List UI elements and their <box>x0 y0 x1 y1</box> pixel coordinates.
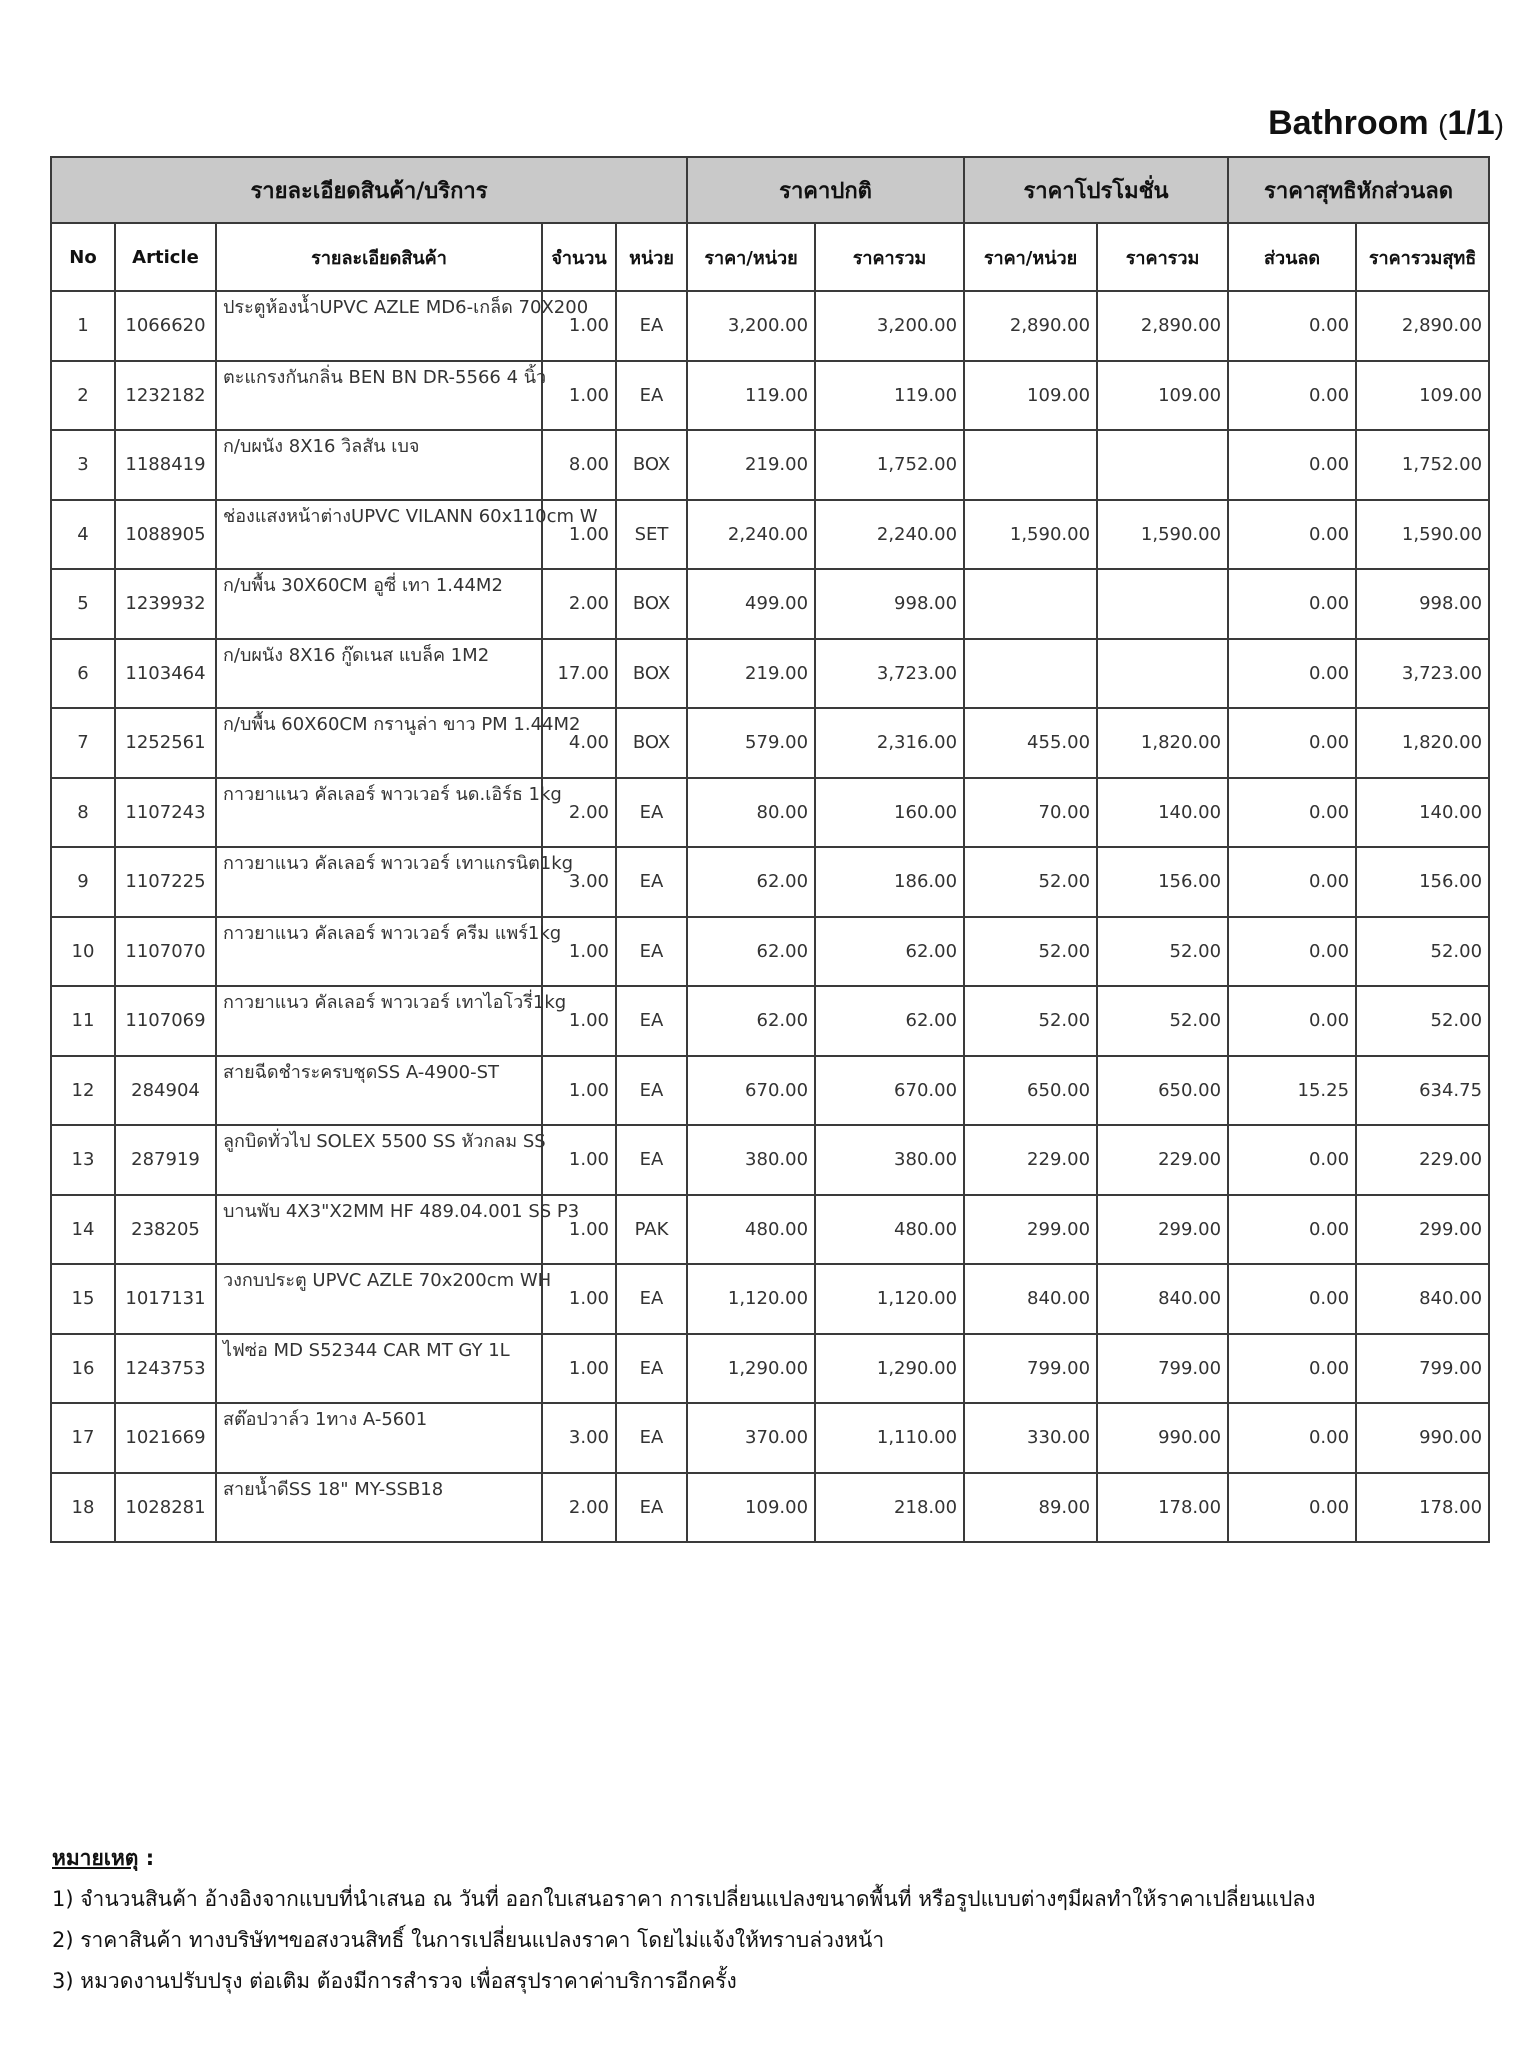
cell-normal-unit-price: 380.00 <box>687 1125 815 1195</box>
col-header-unit: หน่วย <box>616 223 687 291</box>
group-header-normal-price: ราคาปกติ <box>687 157 964 223</box>
cell-quantity: 17.00 <box>542 639 616 709</box>
cell-no: 11 <box>51 986 115 1056</box>
cell-description: สายฉีดชำระครบชุดSS A-4900-ST <box>216 1056 542 1126</box>
cell-promo-total: 299.00 <box>1097 1195 1228 1265</box>
column-header-row <box>51 223 1489 291</box>
cell-quantity: 3.00 <box>542 1403 616 1473</box>
cell-normal-unit-price: 219.00 <box>687 430 815 500</box>
cell-promo-total <box>1097 639 1228 709</box>
table-row <box>51 917 1489 987</box>
cell-quantity: 2.00 <box>542 778 616 848</box>
cell-discount: 0.00 <box>1228 778 1356 848</box>
cell-promo-total: 229.00 <box>1097 1125 1228 1195</box>
cell-quantity: 1.00 <box>542 1334 616 1404</box>
cell-promo-unit-price: 455.00 <box>964 708 1097 778</box>
cell-no: 5 <box>51 569 115 639</box>
cell-net-total: 1,752.00 <box>1356 430 1489 500</box>
cell-promo-unit-price: 89.00 <box>964 1473 1097 1543</box>
cell-description: ประตูห้องน้ำUPVC AZLE MD6-เกล็ด 70X200 <box>216 291 542 361</box>
col-header-no: No <box>51 223 115 291</box>
title-page: 1/1 <box>1447 104 1495 142</box>
cell-quantity: 8.00 <box>542 430 616 500</box>
cell-net-total: 52.00 <box>1356 917 1489 987</box>
table-row <box>51 1473 1489 1543</box>
cell-promo-unit-price: 299.00 <box>964 1195 1097 1265</box>
cell-unit: BOX <box>616 430 687 500</box>
cell-no: 17 <box>51 1403 115 1473</box>
col-header-net-total: ราคารวมสุทธิ <box>1356 223 1489 291</box>
table-row <box>51 1403 1489 1473</box>
cell-normal-total: 1,120.00 <box>815 1264 964 1334</box>
cell-normal-unit-price: 80.00 <box>687 778 815 848</box>
cell-quantity: 1.00 <box>542 986 616 1056</box>
cell-article: 1232182 <box>115 361 216 431</box>
cell-description: สต๊อปวาล์ว 1ทาง A-5601 <box>216 1403 542 1473</box>
cell-normal-unit-price: 62.00 <box>687 917 815 987</box>
cell-unit: EA <box>616 917 687 987</box>
notes-colon: : <box>138 1846 155 1870</box>
cell-article: 1107069 <box>115 986 216 1056</box>
cell-promo-unit-price: 52.00 <box>964 847 1097 917</box>
title-close-paren: ) <box>1494 109 1504 140</box>
cell-promo-total <box>1097 569 1228 639</box>
cell-promo-total: 990.00 <box>1097 1403 1228 1473</box>
cell-quantity: 1.00 <box>542 917 616 987</box>
cell-discount: 0.00 <box>1228 500 1356 570</box>
cell-normal-unit-price: 3,200.00 <box>687 291 815 361</box>
cell-description: กาวยาแนว คัลเลอร์ พาวเวอร์ ครีม แพร์1kg <box>216 917 542 987</box>
cell-normal-unit-price: 370.00 <box>687 1403 815 1473</box>
note-line-1: 1) จำนวนสินค้า อ้างอิงจากแบบที่นำเสนอ ณ วันที่ ออกใบเสนอราคา การเปลี่ยนแปลงขนาดพื้นที่ หรือรูปแบบต่างๆมีผลทำให้ราคาเปลี่ยนแปลง <box>52 1887 1316 1911</box>
cell-promo-total: 52.00 <box>1097 917 1228 987</box>
cell-promo-unit-price: 840.00 <box>964 1264 1097 1334</box>
cell-description: กาวยาแนว คัลเลอร์ พาวเวอร์ เทาแกรนิต1kg <box>216 847 542 917</box>
table-row <box>51 1264 1489 1334</box>
cell-article: 1188419 <box>115 430 216 500</box>
cell-discount: 0.00 <box>1228 639 1356 709</box>
cell-unit: BOX <box>616 708 687 778</box>
cell-quantity: 4.00 <box>542 708 616 778</box>
cell-discount: 0.00 <box>1228 986 1356 1056</box>
cell-unit: EA <box>616 1334 687 1404</box>
cell-article: 1088905 <box>115 500 216 570</box>
cell-promo-unit-price: 109.00 <box>964 361 1097 431</box>
cell-promo-total: 1,590.00 <box>1097 500 1228 570</box>
cell-description: วงกบประตู UPVC AZLE 70x200cm WH <box>216 1264 542 1334</box>
cell-promo-unit-price: 52.00 <box>964 917 1097 987</box>
cell-article: 1243753 <box>115 1334 216 1404</box>
table-row <box>51 778 1489 848</box>
cell-normal-unit-price: 670.00 <box>687 1056 815 1126</box>
cell-normal-total: 218.00 <box>815 1473 964 1543</box>
group-header-details: รายละเอียดสินค้า/บริการ <box>51 157 687 223</box>
col-header-promo-total: ราคารวม <box>1097 223 1228 291</box>
cell-promo-unit-price: 1,590.00 <box>964 500 1097 570</box>
cell-unit: PAK <box>616 1195 687 1265</box>
col-header-discount: ส่วนลด <box>1228 223 1356 291</box>
table-row <box>51 639 1489 709</box>
cell-description: ก/บผนัง 8X16 วิลสัน เบจ <box>216 430 542 500</box>
cell-article: 287919 <box>115 1125 216 1195</box>
cell-article: 238205 <box>115 1195 216 1265</box>
cell-quantity: 1.00 <box>542 291 616 361</box>
cell-article: 1017131 <box>115 1264 216 1334</box>
cell-promo-total: 840.00 <box>1097 1264 1228 1334</box>
cell-unit: EA <box>616 778 687 848</box>
table-row <box>51 361 1489 431</box>
cell-promo-unit-price <box>964 639 1097 709</box>
cell-no: 2 <box>51 361 115 431</box>
cell-normal-total: 119.00 <box>815 361 964 431</box>
note-line-2: 2) ราคาสินค้า ทางบริษัทฯขอสงวนสิทธิ์ ในการเปลี่ยนแปลงราคา โดยไม่แจ้งให้ทราบล่วงหน้า <box>52 1928 885 1952</box>
cell-promo-total: 178.00 <box>1097 1473 1228 1543</box>
cell-normal-total: 3,723.00 <box>815 639 964 709</box>
cell-promo-total: 52.00 <box>1097 986 1228 1056</box>
cell-normal-total: 3,200.00 <box>815 291 964 361</box>
table-row <box>51 847 1489 917</box>
cell-no: 16 <box>51 1334 115 1404</box>
cell-unit: BOX <box>616 639 687 709</box>
cell-promo-unit-price <box>964 569 1097 639</box>
cell-net-total: 140.00 <box>1356 778 1489 848</box>
table-row <box>51 1195 1489 1265</box>
table-row <box>51 569 1489 639</box>
cell-discount: 0.00 <box>1228 1473 1356 1543</box>
cell-description: ก/บพื้น 30X60CM อูซี่ เทา 1.44M2 <box>216 569 542 639</box>
cell-net-total: 840.00 <box>1356 1264 1489 1334</box>
table-row <box>51 1334 1489 1404</box>
cell-description: ตะแกรงกันกลิ่น BEN BN DR-5566 4 นิ้ว <box>216 361 542 431</box>
cell-description: กาวยาแนว คัลเลอร์ พาวเวอร์ นด.เอิร์ธ 1kg <box>216 778 542 848</box>
col-header-description: รายละเอียดสินค้า <box>216 223 542 291</box>
cell-net-total: 1,590.00 <box>1356 500 1489 570</box>
cell-discount: 0.00 <box>1228 569 1356 639</box>
document-title <box>1268 104 1504 143</box>
cell-article: 1107243 <box>115 778 216 848</box>
cell-discount: 0.00 <box>1228 847 1356 917</box>
cell-article: 1239932 <box>115 569 216 639</box>
cell-quantity: 1.00 <box>542 1125 616 1195</box>
cell-article: 284904 <box>115 1056 216 1126</box>
cell-article: 1252561 <box>115 708 216 778</box>
cell-article: 1107225 <box>115 847 216 917</box>
cell-normal-unit-price: 1,120.00 <box>687 1264 815 1334</box>
cell-no: 13 <box>51 1125 115 1195</box>
cell-promo-unit-price: 2,890.00 <box>964 291 1097 361</box>
cell-net-total: 178.00 <box>1356 1473 1489 1543</box>
cell-normal-unit-price: 109.00 <box>687 1473 815 1543</box>
cell-promo-total: 140.00 <box>1097 778 1228 848</box>
cell-net-total: 799.00 <box>1356 1334 1489 1404</box>
cell-net-total: 109.00 <box>1356 361 1489 431</box>
cell-quantity: 1.00 <box>542 1264 616 1334</box>
cell-no: 9 <box>51 847 115 917</box>
cell-promo-unit-price <box>964 430 1097 500</box>
cell-normal-unit-price: 219.00 <box>687 639 815 709</box>
cell-unit: EA <box>616 1125 687 1195</box>
cell-promo-total: 156.00 <box>1097 847 1228 917</box>
cell-description: บานพับ 4X3"X2MM HF 489.04.001 SS P3 <box>216 1195 542 1265</box>
cell-discount: 0.00 <box>1228 430 1356 500</box>
cell-no: 18 <box>51 1473 115 1543</box>
group-header-net-price: ราคาสุทธิหักส่วนลด <box>1228 157 1489 223</box>
cell-normal-total: 1,110.00 <box>815 1403 964 1473</box>
cell-net-total: 634.75 <box>1356 1056 1489 1126</box>
cell-discount: 0.00 <box>1228 1264 1356 1334</box>
quotation-table <box>50 156 1490 1543</box>
cell-no: 12 <box>51 1056 115 1126</box>
table-row <box>51 291 1489 361</box>
cell-net-total: 990.00 <box>1356 1403 1489 1473</box>
cell-quantity: 1.00 <box>542 361 616 431</box>
cell-unit: SET <box>616 500 687 570</box>
cell-promo-unit-price: 330.00 <box>964 1403 1097 1473</box>
table-row <box>51 430 1489 500</box>
notes-section <box>52 1838 1315 2002</box>
cell-quantity: 2.00 <box>542 569 616 639</box>
cell-discount: 0.00 <box>1228 917 1356 987</box>
cell-no: 1 <box>51 291 115 361</box>
cell-unit: EA <box>616 1056 687 1126</box>
cell-discount: 0.00 <box>1228 1334 1356 1404</box>
col-header-normal-unit-price: ราคา/หน่วย <box>687 223 815 291</box>
notes-title: หมายเหตุ <box>52 1846 139 1870</box>
cell-normal-unit-price: 62.00 <box>687 847 815 917</box>
cell-normal-total: 186.00 <box>815 847 964 917</box>
cell-normal-unit-price: 119.00 <box>687 361 815 431</box>
cell-normal-total: 380.00 <box>815 1125 964 1195</box>
cell-description: ก/บผนัง 8X16 กู๊ดเนส แบล็ค 1M2 <box>216 639 542 709</box>
note-line-3: 3) หมวดงานปรับปรุง ต่อเติม ต้องมีการสำรวจ เพื่อสรุปราคาค่าบริการอีกครั้ง <box>52 1969 737 1993</box>
col-header-normal-total: ราคารวม <box>815 223 964 291</box>
cell-article: 1021669 <box>115 1403 216 1473</box>
cell-description: ไฟซ่อ MD S52344 CAR MT GY 1L <box>216 1334 542 1404</box>
cell-net-total: 1,820.00 <box>1356 708 1489 778</box>
cell-discount: 0.00 <box>1228 1403 1356 1473</box>
table-row <box>51 1056 1489 1126</box>
cell-normal-unit-price: 579.00 <box>687 708 815 778</box>
cell-net-total: 299.00 <box>1356 1195 1489 1265</box>
cell-discount: 0.00 <box>1228 1195 1356 1265</box>
cell-promo-unit-price: 229.00 <box>964 1125 1097 1195</box>
title-open-paren: ( <box>1438 109 1448 140</box>
cell-unit: EA <box>616 361 687 431</box>
cell-promo-unit-price: 52.00 <box>964 986 1097 1056</box>
cell-discount: 0.00 <box>1228 291 1356 361</box>
cell-normal-total: 62.00 <box>815 986 964 1056</box>
cell-unit: EA <box>616 1473 687 1543</box>
cell-normal-unit-price: 480.00 <box>687 1195 815 1265</box>
cell-normal-total: 2,240.00 <box>815 500 964 570</box>
cell-description: ก/บพื้น 60X60CM กรานูล่า ขาว PM 1.44M2 <box>216 708 542 778</box>
cell-unit: EA <box>616 847 687 917</box>
cell-no: 6 <box>51 639 115 709</box>
col-header-quantity: จำนวน <box>542 223 616 291</box>
table-row <box>51 1125 1489 1195</box>
cell-normal-total: 160.00 <box>815 778 964 848</box>
col-header-article: Article <box>115 223 216 291</box>
table-row <box>51 986 1489 1056</box>
cell-normal-unit-price: 62.00 <box>687 986 815 1056</box>
cell-no: 7 <box>51 708 115 778</box>
cell-promo-total: 109.00 <box>1097 361 1228 431</box>
cell-net-total: 156.00 <box>1356 847 1489 917</box>
cell-unit: BOX <box>616 569 687 639</box>
cell-normal-total: 1,752.00 <box>815 430 964 500</box>
cell-promo-total: 650.00 <box>1097 1056 1228 1126</box>
table-row <box>51 708 1489 778</box>
cell-unit: EA <box>616 1264 687 1334</box>
cell-discount: 15.25 <box>1228 1056 1356 1126</box>
table-row <box>51 500 1489 570</box>
group-header-row <box>51 157 1489 223</box>
cell-normal-total: 2,316.00 <box>815 708 964 778</box>
cell-net-total: 229.00 <box>1356 1125 1489 1195</box>
cell-no: 4 <box>51 500 115 570</box>
cell-unit: EA <box>616 291 687 361</box>
cell-no: 8 <box>51 778 115 848</box>
cell-quantity: 3.00 <box>542 847 616 917</box>
cell-normal-total: 480.00 <box>815 1195 964 1265</box>
cell-quantity: 1.00 <box>542 1056 616 1126</box>
cell-promo-unit-price: 70.00 <box>964 778 1097 848</box>
cell-normal-total: 670.00 <box>815 1056 964 1126</box>
cell-net-total: 3,723.00 <box>1356 639 1489 709</box>
cell-normal-unit-price: 1,290.00 <box>687 1334 815 1404</box>
cell-description: ช่องแสงหน้าต่างUPVC VILANN 60x110cm W <box>216 500 542 570</box>
cell-no: 15 <box>51 1264 115 1334</box>
cell-no: 10 <box>51 917 115 987</box>
cell-article: 1107070 <box>115 917 216 987</box>
col-header-promo-unit-price: ราคา/หน่วย <box>964 223 1097 291</box>
cell-quantity: 1.00 <box>542 1195 616 1265</box>
cell-promo-total <box>1097 430 1228 500</box>
group-header-promo-price: ราคาโปรโมชั่น <box>964 157 1228 223</box>
cell-promo-unit-price: 799.00 <box>964 1334 1097 1404</box>
cell-article: 1066620 <box>115 291 216 361</box>
cell-description: สายน้ำดีSS 18" MY-SSB18 <box>216 1473 542 1543</box>
notes-heading <box>52 1838 1315 1879</box>
cell-no: 14 <box>51 1195 115 1265</box>
cell-no: 3 <box>51 430 115 500</box>
title-main: Bathroom <box>1268 104 1429 142</box>
cell-net-total: 998.00 <box>1356 569 1489 639</box>
cell-unit: EA <box>616 986 687 1056</box>
cell-article: 1028281 <box>115 1473 216 1543</box>
cell-discount: 0.00 <box>1228 708 1356 778</box>
cell-quantity: 1.00 <box>542 500 616 570</box>
cell-discount: 0.00 <box>1228 1125 1356 1195</box>
cell-normal-total: 1,290.00 <box>815 1334 964 1404</box>
cell-promo-total: 799.00 <box>1097 1334 1228 1404</box>
cell-normal-unit-price: 2,240.00 <box>687 500 815 570</box>
cell-net-total: 2,890.00 <box>1356 291 1489 361</box>
cell-quantity: 2.00 <box>542 1473 616 1543</box>
cell-promo-unit-price: 650.00 <box>964 1056 1097 1126</box>
cell-normal-total: 62.00 <box>815 917 964 987</box>
cell-discount: 0.00 <box>1228 361 1356 431</box>
cell-unit: EA <box>616 1403 687 1473</box>
cell-promo-total: 2,890.00 <box>1097 291 1228 361</box>
cell-net-total: 52.00 <box>1356 986 1489 1056</box>
cell-normal-unit-price: 499.00 <box>687 569 815 639</box>
cell-article: 1103464 <box>115 639 216 709</box>
cell-promo-total: 1,820.00 <box>1097 708 1228 778</box>
table-body <box>51 291 1489 1542</box>
cell-description: กาวยาแนว คัลเลอร์ พาวเวอร์ เทาไอโวรี่1kg <box>216 986 542 1056</box>
cell-normal-total: 998.00 <box>815 569 964 639</box>
cell-description: ลูกบิดทั่วไป SOLEX 5500 SS หัวกลม SS <box>216 1125 542 1195</box>
